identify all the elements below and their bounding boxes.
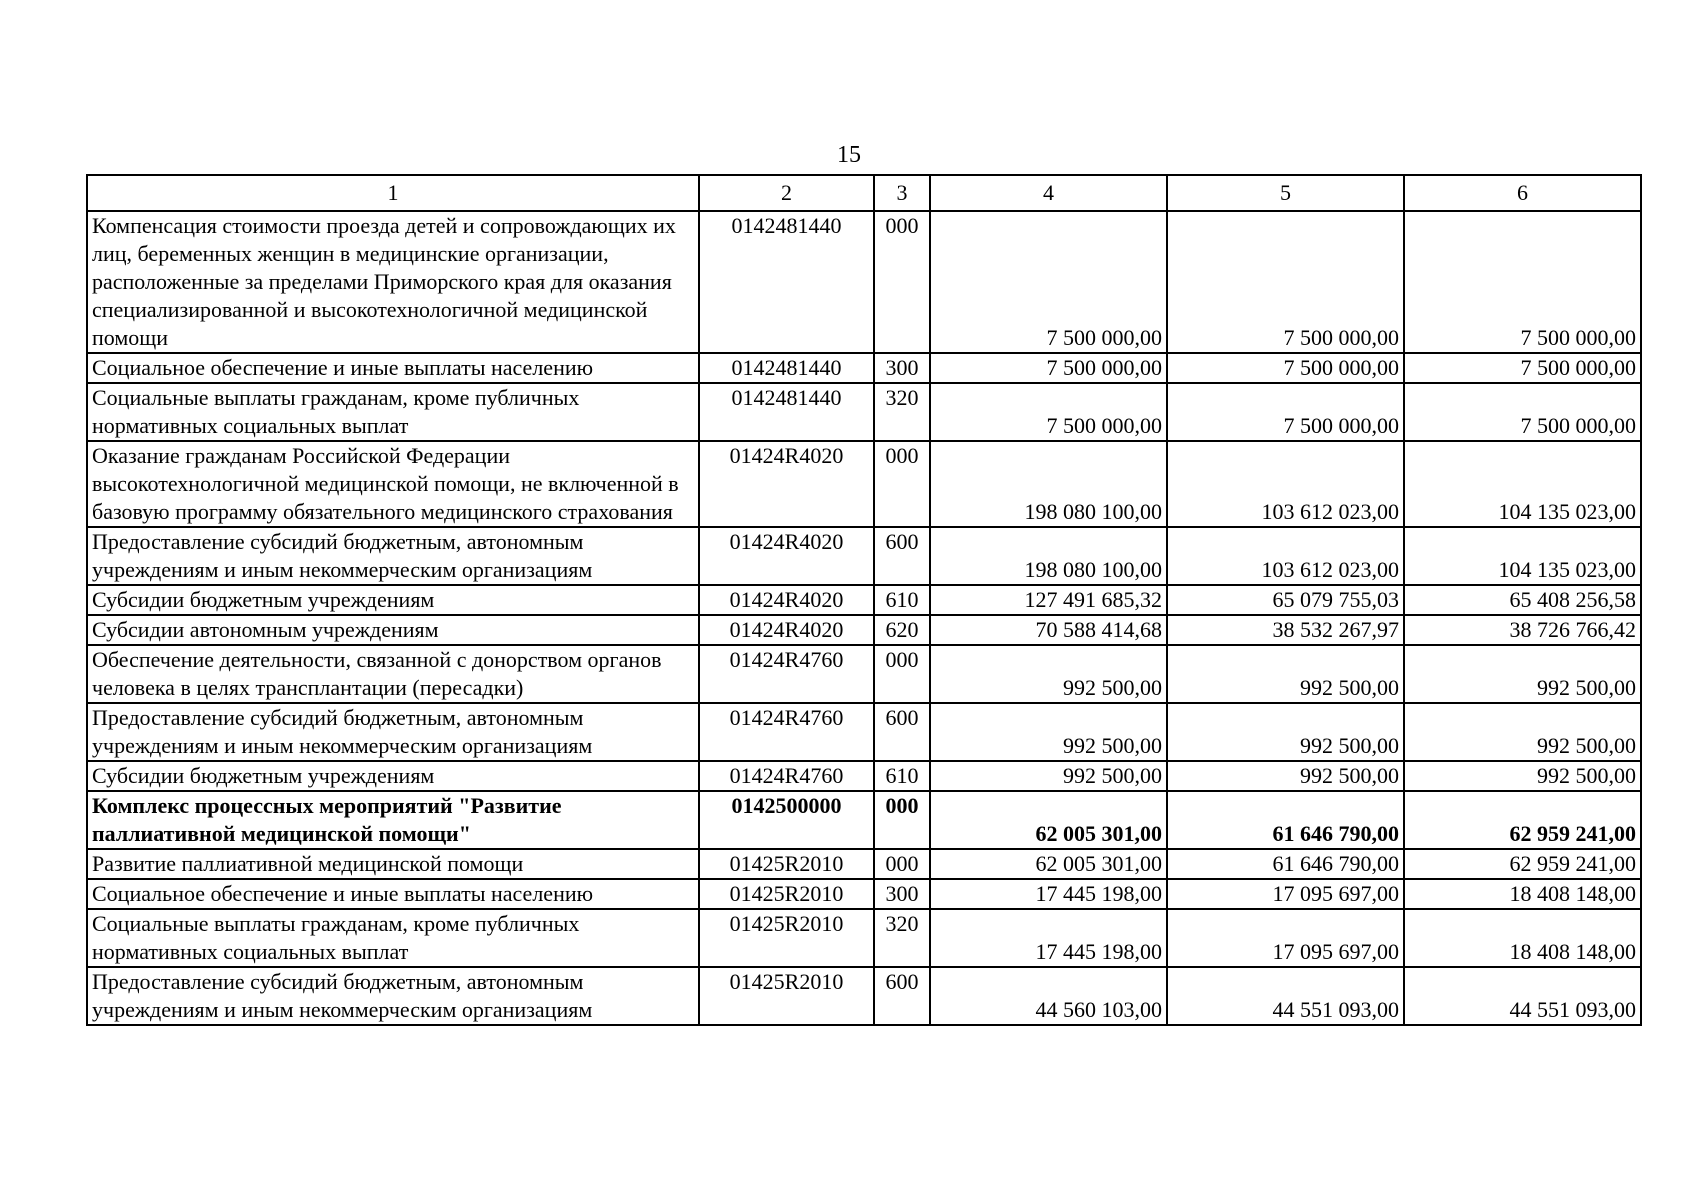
page-number: 15 xyxy=(837,142,861,168)
amount-col4-cell: 198 080 100,00 xyxy=(930,441,1167,527)
amount-col6-cell: 7 500 000,00 xyxy=(1404,383,1641,441)
row-name-cell: Предоставление субсидий бюджетным, автономным учреждениям и иным некоммерческим организациям xyxy=(87,703,699,761)
column-header: 2 xyxy=(699,175,874,211)
amount-col6-cell: 992 500,00 xyxy=(1404,761,1641,791)
column-header: 3 xyxy=(874,175,930,211)
target-code-cell: 01424R4020 xyxy=(699,527,874,585)
table-row xyxy=(87,441,1641,527)
amount-col4-cell: 992 500,00 xyxy=(930,645,1167,703)
table-row xyxy=(87,585,1641,615)
amount-col6-cell: 992 500,00 xyxy=(1404,703,1641,761)
amount-col6-cell: 62 959 241,00 xyxy=(1404,849,1641,879)
amount-col5-cell: 17 095 697,00 xyxy=(1167,909,1404,967)
expense-type-cell: 000 xyxy=(874,791,930,849)
column-header: 4 xyxy=(930,175,1167,211)
amount-col5-cell: 103 612 023,00 xyxy=(1167,527,1404,585)
target-code-cell: 01424R4020 xyxy=(699,585,874,615)
target-code-cell: 01425R2010 xyxy=(699,879,874,909)
amount-col6-cell: 18 408 148,00 xyxy=(1404,879,1641,909)
amount-col5-cell: 7 500 000,00 xyxy=(1167,383,1404,441)
amount-col5-cell: 38 532 267,97 xyxy=(1167,615,1404,645)
expense-type-cell: 600 xyxy=(874,527,930,585)
amount-col5-cell: 992 500,00 xyxy=(1167,703,1404,761)
amount-col4-cell: 44 560 103,00 xyxy=(930,967,1167,1025)
amount-col5-cell: 44 551 093,00 xyxy=(1167,967,1404,1025)
amount-col4-cell: 198 080 100,00 xyxy=(930,527,1167,585)
amount-col4-cell: 62 005 301,00 xyxy=(930,849,1167,879)
amount-col5-cell: 103 612 023,00 xyxy=(1167,441,1404,527)
amount-col6-cell: 104 135 023,00 xyxy=(1404,441,1641,527)
row-name-cell: Предоставление субсидий бюджетным, автономным учреждениям и иным некоммерческим организациям xyxy=(87,527,699,585)
table-row xyxy=(87,791,1641,849)
target-code-cell: 0142481440 xyxy=(699,211,874,353)
amount-col5-cell: 61 646 790,00 xyxy=(1167,849,1404,879)
target-code-cell: 0142500000 xyxy=(699,791,874,849)
table-row xyxy=(87,761,1641,791)
amount-col6-cell: 992 500,00 xyxy=(1404,645,1641,703)
amount-col6-cell: 7 500 000,00 xyxy=(1404,353,1641,383)
amount-col4-cell: 17 445 198,00 xyxy=(930,879,1167,909)
amount-col4-cell: 17 445 198,00 xyxy=(930,909,1167,967)
row-name-cell: Субсидии автономным учреждениям xyxy=(87,615,699,645)
row-name-cell: Субсидии бюджетным учреждениям xyxy=(87,585,699,615)
amount-col6-cell: 44 551 093,00 xyxy=(1404,967,1641,1025)
amount-col4-cell: 992 500,00 xyxy=(930,761,1167,791)
amount-col6-cell: 7 500 000,00 xyxy=(1404,211,1641,353)
amount-col4-cell: 62 005 301,00 xyxy=(930,791,1167,849)
expense-type-cell: 000 xyxy=(874,211,930,353)
target-code-cell: 01425R2010 xyxy=(699,967,874,1025)
expense-type-cell: 000 xyxy=(874,849,930,879)
expense-type-cell: 600 xyxy=(874,967,930,1025)
table-row xyxy=(87,849,1641,879)
row-name-cell: Социальные выплаты гражданам, кроме публичных нормативных социальных выплат xyxy=(87,383,699,441)
target-code-cell: 01424R4760 xyxy=(699,761,874,791)
table-row xyxy=(87,703,1641,761)
amount-col4-cell: 7 500 000,00 xyxy=(930,211,1167,353)
table-row xyxy=(87,383,1641,441)
expense-type-cell: 320 xyxy=(874,383,930,441)
expense-type-cell: 000 xyxy=(874,441,930,527)
table-header-row xyxy=(87,175,1641,211)
expense-type-cell: 300 xyxy=(874,879,930,909)
amount-col5-cell: 7 500 000,00 xyxy=(1167,211,1404,353)
target-code-cell: 01425R2010 xyxy=(699,849,874,879)
expense-type-cell: 610 xyxy=(874,585,930,615)
amount-col4-cell: 127 491 685,32 xyxy=(930,585,1167,615)
row-name-cell: Социальное обеспечение и иные выплаты населению xyxy=(87,879,699,909)
amount-col5-cell: 65 079 755,03 xyxy=(1167,585,1404,615)
amount-col5-cell: 61 646 790,00 xyxy=(1167,791,1404,849)
amount-col5-cell: 992 500,00 xyxy=(1167,761,1404,791)
table-row xyxy=(87,909,1641,967)
target-code-cell: 0142481440 xyxy=(699,353,874,383)
row-name-cell: Субсидии бюджетным учреждениям xyxy=(87,761,699,791)
amount-col6-cell: 65 408 256,58 xyxy=(1404,585,1641,615)
expense-type-cell: 000 xyxy=(874,645,930,703)
amount-col6-cell: 18 408 148,00 xyxy=(1404,909,1641,967)
column-header: 6 xyxy=(1404,175,1641,211)
expense-type-cell: 620 xyxy=(874,615,930,645)
amount-col5-cell: 17 095 697,00 xyxy=(1167,879,1404,909)
target-code-cell: 01424R4760 xyxy=(699,645,874,703)
table-row xyxy=(87,879,1641,909)
amount-col5-cell: 7 500 000,00 xyxy=(1167,353,1404,383)
expense-type-cell: 610 xyxy=(874,761,930,791)
row-name-cell: Социальные выплаты гражданам, кроме публичных нормативных социальных выплат xyxy=(87,909,699,967)
table-row xyxy=(87,211,1641,353)
amount-col6-cell: 38 726 766,42 xyxy=(1404,615,1641,645)
budget-table xyxy=(86,174,1642,1026)
row-name-cell: Развитие паллиативной медицинской помощи xyxy=(87,849,699,879)
table-row xyxy=(87,353,1641,383)
table-row xyxy=(87,967,1641,1025)
expense-type-cell: 300 xyxy=(874,353,930,383)
amount-col6-cell: 104 135 023,00 xyxy=(1404,527,1641,585)
expense-type-cell: 320 xyxy=(874,909,930,967)
row-name-cell: Социальное обеспечение и иные выплаты населению xyxy=(87,353,699,383)
target-code-cell: 0142481440 xyxy=(699,383,874,441)
expense-type-cell: 600 xyxy=(874,703,930,761)
amount-col6-cell: 62 959 241,00 xyxy=(1404,791,1641,849)
table-row xyxy=(87,527,1641,585)
column-header: 5 xyxy=(1167,175,1404,211)
amount-col4-cell: 7 500 000,00 xyxy=(930,383,1167,441)
row-name-cell: Комплекс процессных мероприятий "Развитие паллиативной медицинской помощи" xyxy=(87,791,699,849)
row-name-cell: Оказание гражданам Российской Федерации высокотехнологичной медицинской помощи, не включенной в базовую программу обязательного медицинского страхования xyxy=(87,441,699,527)
row-name-cell: Компенсация стоимости проезда детей и сопровождающих их лиц, беременных женщин в медицинские организации, расположенные за пределами Приморского края для оказания специализированной и высокотехнологичной медицинской помощи xyxy=(87,211,699,353)
target-code-cell: 01425R2010 xyxy=(699,909,874,967)
amount-col4-cell: 992 500,00 xyxy=(930,703,1167,761)
target-code-cell: 01424R4020 xyxy=(699,615,874,645)
target-code-cell: 01424R4760 xyxy=(699,703,874,761)
amount-col4-cell: 70 588 414,68 xyxy=(930,615,1167,645)
amount-col5-cell: 992 500,00 xyxy=(1167,645,1404,703)
table-row xyxy=(87,645,1641,703)
table-row xyxy=(87,615,1641,645)
column-header: 1 xyxy=(87,175,699,211)
target-code-cell: 01424R4020 xyxy=(699,441,874,527)
row-name-cell: Обеспечение деятельности, связанной с донорством органов человека в целях трансплантации (пересадки) xyxy=(87,645,699,703)
row-name-cell: Предоставление субсидий бюджетным, автономным учреждениям и иным некоммерческим организациям xyxy=(87,967,699,1025)
amount-col4-cell: 7 500 000,00 xyxy=(930,353,1167,383)
